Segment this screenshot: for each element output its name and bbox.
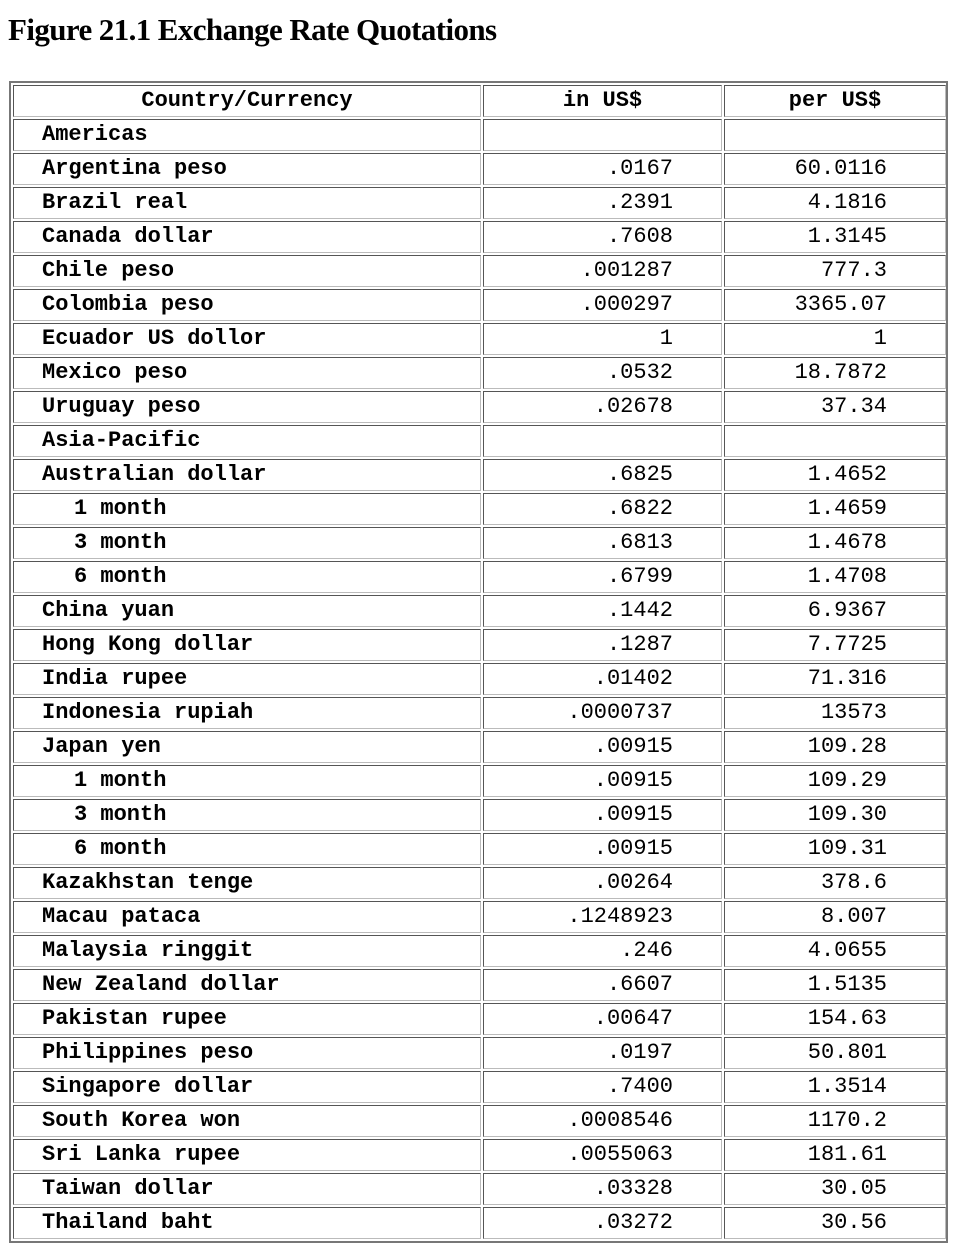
table-row [13,935,946,967]
table-row [13,697,946,729]
currency-name: 3 month [13,527,481,559]
page-title: Figure 21.1 Exchange Rate Quotations [8,12,497,47]
per-usd-value: 109.30 [724,799,946,831]
table-row [13,323,946,355]
in-usd-value: .00915 [483,799,722,831]
column-header-in-usd: in US$ [483,85,722,117]
currency-name: Japan yen [13,731,481,763]
header-row [13,85,946,117]
currency-name: Sri Lanka rupee [13,1139,481,1171]
table-row [13,833,946,865]
table-row [13,969,946,1001]
currency-name: Colombia peso [13,289,481,321]
table-row [13,357,946,389]
currency-name: 6 month [13,561,481,593]
per-usd-value: 30.56 [724,1207,946,1239]
in-usd-value: .2391 [483,187,722,219]
currency-name: Mexico peso [13,357,481,389]
per-usd-value: 30.05 [724,1173,946,1205]
table-row [13,561,946,593]
in-usd-value: .001287 [483,255,722,287]
per-usd-value: 71.316 [724,663,946,695]
per-usd-value [724,119,946,151]
currency-name: Australian dollar [13,459,481,491]
table-row [13,187,946,219]
section-row [13,119,946,151]
per-usd-value: 18.7872 [724,357,946,389]
in-usd-value: .0008546 [483,1105,722,1137]
per-usd-value: 1.3514 [724,1071,946,1103]
currency-name: 3 month [13,799,481,831]
per-usd-value: 1.4659 [724,493,946,525]
currency-name: New Zealand dollar [13,969,481,1001]
per-usd-value: 1.5135 [724,969,946,1001]
table-row [13,867,946,899]
per-usd-value [724,425,946,457]
per-usd-value: 109.29 [724,765,946,797]
per-usd-value: 13573 [724,697,946,729]
table-row [13,459,946,491]
in-usd-value: .6813 [483,527,722,559]
table-row [13,731,946,763]
currency-name: Taiwan dollar [13,1173,481,1205]
in-usd-value: .00915 [483,731,722,763]
per-usd-value: 60.0116 [724,153,946,185]
in-usd-value: .0055063 [483,1139,722,1171]
in-usd-value: .6825 [483,459,722,491]
currency-name: Malaysia ringgit [13,935,481,967]
per-usd-value: 1.4652 [724,459,946,491]
in-usd-value: .00264 [483,867,722,899]
in-usd-value: .0532 [483,357,722,389]
table-row [13,391,946,423]
currency-name: 1 month [13,493,481,525]
table-row [13,1139,946,1171]
per-usd-value: 50.801 [724,1037,946,1069]
per-usd-value: 154.63 [724,1003,946,1035]
currency-name: Hong Kong dollar [13,629,481,661]
in-usd-value: .02678 [483,391,722,423]
per-usd-value: 37.34 [724,391,946,423]
in-usd-value [483,425,722,457]
in-usd-value: .01402 [483,663,722,695]
in-usd-value: .0000737 [483,697,722,729]
currency-name: Philippines peso [13,1037,481,1069]
table-row [13,1071,946,1103]
section-row [13,425,946,457]
currency-name: Kazakhstan tenge [13,867,481,899]
per-usd-value: 378.6 [724,867,946,899]
in-usd-value: .00915 [483,833,722,865]
per-usd-value: 8.007 [724,901,946,933]
table-row [13,595,946,627]
in-usd-value: .000297 [483,289,722,321]
table-row [13,629,946,661]
table-body [13,119,946,1239]
table-row [13,1003,946,1035]
in-usd-value: .00915 [483,765,722,797]
in-usd-value: .7400 [483,1071,722,1103]
currency-name: South Korea won [13,1105,481,1137]
currency-name: Brazil real [13,187,481,219]
per-usd-value: 777.3 [724,255,946,287]
currency-name: 1 month [13,765,481,797]
table-row [13,663,946,695]
currency-name: Pakistan rupee [13,1003,481,1035]
table-row [13,765,946,797]
currency-name: Canada dollar [13,221,481,253]
currency-name: 6 month [13,833,481,865]
in-usd-value: .1442 [483,595,722,627]
currency-name: Argentina peso [13,153,481,185]
region-heading: Americas [13,119,481,151]
table-row [13,255,946,287]
table-row [13,1037,946,1069]
table-row [13,221,946,253]
exchange-rate-table [9,81,948,1243]
table-row [13,527,946,559]
table-row [13,153,946,185]
currency-name: Thailand baht [13,1207,481,1239]
currency-name: Chile peso [13,255,481,287]
per-usd-value: 109.31 [724,833,946,865]
per-usd-value: 6.9367 [724,595,946,627]
table-row [13,1105,946,1137]
table-row [13,799,946,831]
currency-name: Singapore dollar [13,1071,481,1103]
per-usd-value: 181.61 [724,1139,946,1171]
table-row [13,901,946,933]
per-usd-value: 4.1816 [724,187,946,219]
in-usd-value: .0197 [483,1037,722,1069]
per-usd-value: 1170.2 [724,1105,946,1137]
per-usd-value: 1.4678 [724,527,946,559]
in-usd-value: .03272 [483,1207,722,1239]
column-header-country-currency: Country/Currency [13,85,481,117]
per-usd-value: 109.28 [724,731,946,763]
region-heading: Asia-Pacific [13,425,481,457]
in-usd-value: .1287 [483,629,722,661]
per-usd-value: 1.3145 [724,221,946,253]
per-usd-value: 4.0655 [724,935,946,967]
table-row [13,493,946,525]
table-row [13,1207,946,1239]
in-usd-value: .03328 [483,1173,722,1205]
table-row [13,1173,946,1205]
in-usd-value: .1248923 [483,901,722,933]
in-usd-value: .6822 [483,493,722,525]
per-usd-value: 7.7725 [724,629,946,661]
per-usd-value: 3365.07 [724,289,946,321]
in-usd-value: 1 [483,323,722,355]
currency-name: Uruguay peso [13,391,481,423]
per-usd-value: 1.4708 [724,561,946,593]
currency-name: India rupee [13,663,481,695]
in-usd-value: .6799 [483,561,722,593]
table-row [13,289,946,321]
column-header-per-usd: per US$ [724,85,946,117]
in-usd-value: .0167 [483,153,722,185]
per-usd-value: 1 [724,323,946,355]
currency-name: China yuan [13,595,481,627]
in-usd-value: .246 [483,935,722,967]
in-usd-value: .6607 [483,969,722,1001]
in-usd-value: .00647 [483,1003,722,1035]
in-usd-value [483,119,722,151]
currency-name: Macau pataca [13,901,481,933]
in-usd-value: .7608 [483,221,722,253]
currency-name: Ecuador US dollor [13,323,481,355]
currency-name: Indonesia rupiah [13,697,481,729]
